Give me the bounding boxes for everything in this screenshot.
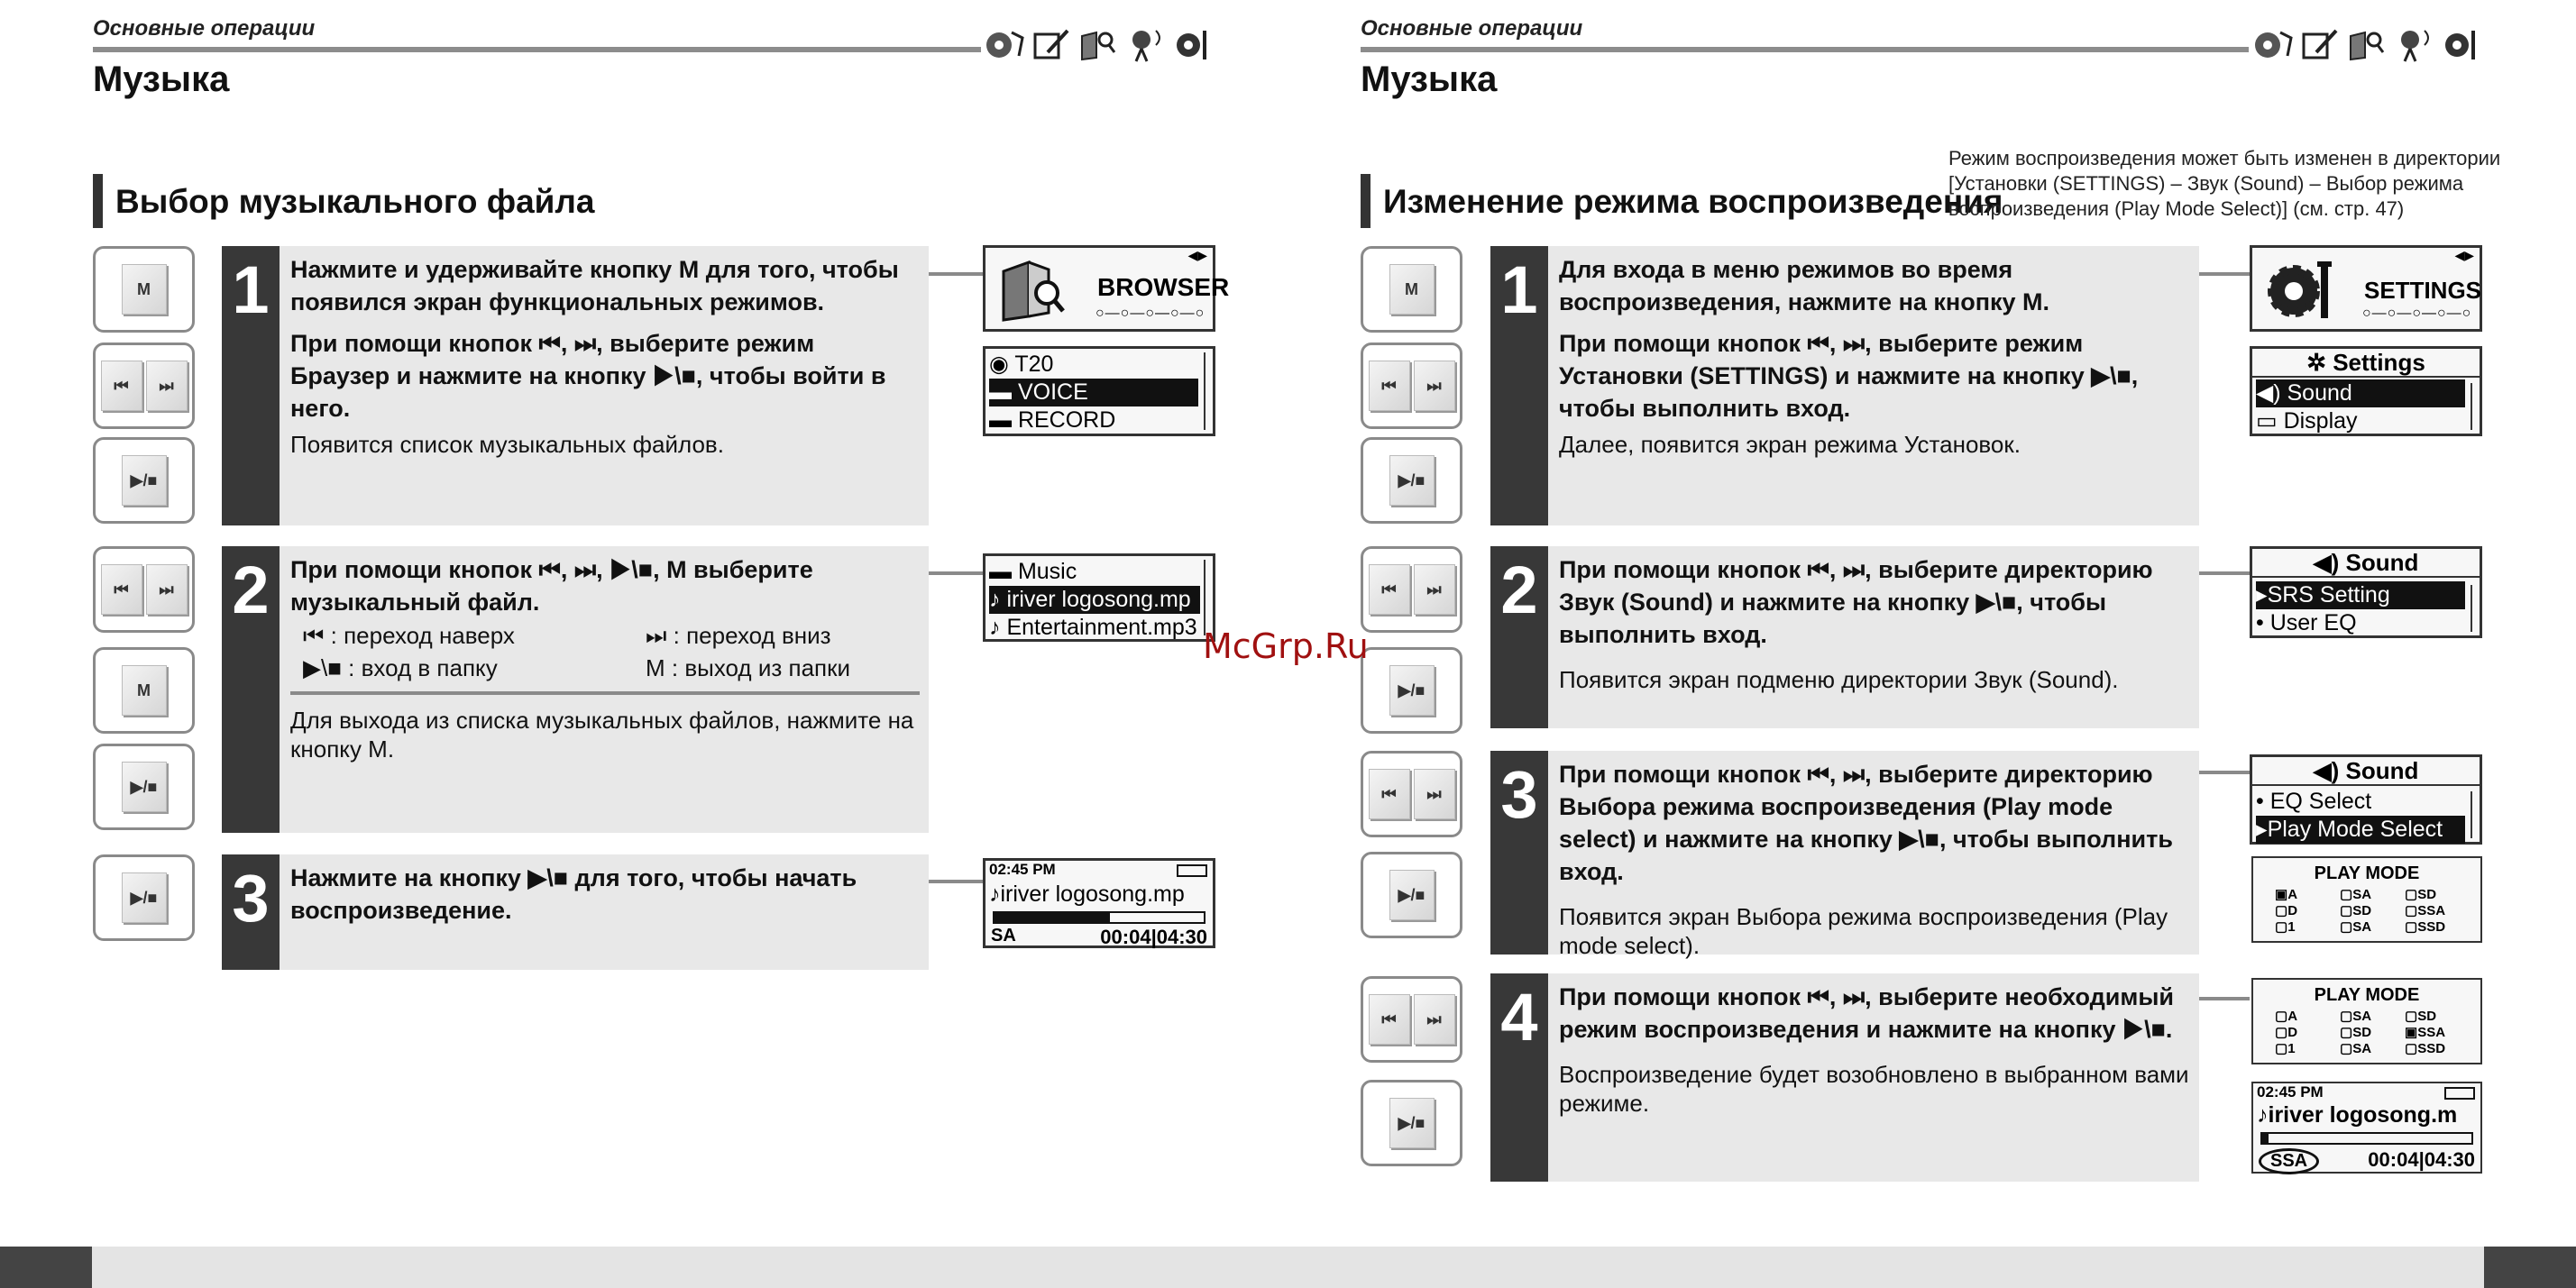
step-body <box>290 253 920 459</box>
settings-label: SETTINGS <box>2364 277 2482 304</box>
play-mode-title: PLAY MODE <box>2314 863 2420 883</box>
step-body <box>1559 981 2190 1118</box>
list-item[interactable]: ▬ Music <box>989 559 1077 584</box>
browser-folder-icon <box>996 253 1068 325</box>
menu-header: ◀) Sound <box>2252 549 2480 578</box>
m-key[interactable] <box>93 246 195 333</box>
next-keycap: ⏭ <box>146 361 188 411</box>
legend-prev: ⏮ : переход наверх <box>303 622 515 649</box>
settings-mode-icon <box>1170 25 1214 63</box>
pm-option[interactable]: ▢SD <box>2340 903 2372 918</box>
pm-option[interactable]: ▢SD <box>2340 1025 2372 1040</box>
prev-keycap: ⏮ <box>1369 361 1410 411</box>
step-instruction: Нажмите и удерживайте кнопку M для того, чтобы появился экран функциональных режимов. <box>290 256 899 315</box>
pm-option-selected[interactable]: ▣A <box>2275 887 2298 902</box>
progress-fill <box>2262 1134 2269 1143</box>
step-result: Для выхода из списка музыкальных файлов, нажмите на кнопку M. <box>290 707 914 763</box>
pm-option[interactable]: ▢SSD <box>2405 919 2446 935</box>
watermark: McGrp.Ru <box>1203 626 1369 666</box>
music-mode-icon <box>983 25 1026 63</box>
playback-screen <box>983 858 1215 948</box>
prev-next-keys[interactable] <box>1361 976 1462 1063</box>
list-item[interactable]: ▬ RECORD <box>989 407 1116 433</box>
next-keycap: ⏭ <box>1414 361 1455 411</box>
track-title: ♪iriver logosong.mp <box>989 882 1185 907</box>
sound-menu-screen <box>2250 754 2482 845</box>
play-mode-screen <box>2251 978 2482 1064</box>
step-body <box>1559 553 2190 694</box>
play-mode-screen <box>2251 856 2482 943</box>
connector <box>929 571 983 575</box>
list-item[interactable]: • EQ Select <box>2256 789 2372 814</box>
step-result: Воспроизведение будет возобновлено в выбранном вами режиме. <box>1559 1061 2189 1117</box>
play-stop-key[interactable] <box>1361 647 1462 734</box>
settings-menu-screen <box>2250 346 2482 436</box>
prev-keycap: ⏮ <box>1369 769 1410 819</box>
step-result: Появится экран Выбора режима воспроизведения (Play mode select). <box>1559 903 2168 959</box>
pm-option-selected[interactable]: ▣SSA <box>2405 1025 2446 1040</box>
play-mode-grid <box>2275 1009 2470 1057</box>
pm-option[interactable]: ▢SD <box>2405 887 2437 902</box>
prev-keycap: ⏮ <box>1369 994 1410 1045</box>
battery-icon <box>2444 1087 2475 1100</box>
scrollbar[interactable] <box>2471 585 2478 632</box>
play-mode-title: PLAY MODE <box>2314 985 2420 1005</box>
step-2 <box>1490 546 2199 728</box>
pm-option[interactable]: ▢D <box>2275 903 2298 918</box>
scrollbar[interactable] <box>2471 791 2478 838</box>
list-item[interactable]: ♪ Entertainment.mp3 <box>989 615 1197 640</box>
clock: 02:45 PM <box>2257 1083 2324 1101</box>
m-keycap: M <box>122 264 167 315</box>
m-key[interactable] <box>93 647 195 734</box>
play-mode: SA <box>991 926 1016 945</box>
connector <box>2199 771 2250 774</box>
m-keycap: M <box>122 665 167 716</box>
subtitle: Выбор музыкального файла <box>93 174 595 228</box>
step-instruction: При помощи кнопок ⏮, ⏭, выберите режим Браузер и нажмите на кнопку ▶\■, чтобы войти в него. <box>290 330 886 422</box>
step-instruction: При помощи кнопок ⏮, ⏭, выберите директорию Звук (Sound) и нажмите на кнопку ▶\■, чтобы выполнить вход. <box>1559 556 2153 648</box>
play-stop-key[interactable] <box>1361 852 1462 938</box>
step-instruction: При помощи кнопок ⏮, ⏭, выберите режим Установки (SETTINGS) и нажмите на кнопку ▶\■, чтобы выполнить вход. <box>1559 330 2139 422</box>
prev-keycap: ⏮ <box>101 361 142 411</box>
clock: 02:45 PM <box>989 861 1056 878</box>
lr-arrows-icon: ◀▶ <box>1187 248 1207 262</box>
prev-next-keys[interactable] <box>93 546 195 633</box>
list-item-selected[interactable]: ▸SRS Setting <box>2256 581 2465 609</box>
play-time: 00:04|04:30 <box>2368 1148 2475 1171</box>
recorder-mode-icon <box>1030 25 1073 63</box>
play-stop-key[interactable] <box>93 437 195 524</box>
progress-fill <box>995 913 1110 922</box>
m-keycap: M <box>1389 264 1435 315</box>
key-legend <box>290 622 920 682</box>
next-keycap: ⏭ <box>1414 564 1455 615</box>
track-title: ♪iriver logosong.m <box>2257 1102 2458 1128</box>
prev-keycap: ⏮ <box>101 564 142 615</box>
pm-option[interactable]: ▢SA <box>2340 1041 2372 1056</box>
step-body <box>290 553 920 763</box>
legend-m: M : выход из папки <box>646 654 851 681</box>
connector <box>929 272 983 276</box>
browser-screen <box>983 245 1230 332</box>
step-instruction: При помощи кнопок ⏮, ⏭, выберите необходимый режим воспроизведения и нажмите на кнопку ▶\■. <box>1559 983 2175 1043</box>
subtitle: Изменение режима воспроизведения <box>1361 174 2003 228</box>
prev-keycap: ⏮ <box>1369 564 1410 615</box>
mode-dots: ○—○—○—○—○ <box>2362 306 2472 321</box>
play-mode-highlighted: SSA <box>2259 1148 2319 1174</box>
step-4 <box>1490 973 2199 1182</box>
section-label: Основные операции <box>1361 16 1583 41</box>
prev-next-keys[interactable] <box>1361 343 1462 429</box>
divider <box>290 691 920 695</box>
step-body <box>1559 253 2190 459</box>
step-result: Далее, появится экран режима Установок. <box>1559 431 2021 458</box>
pm-option[interactable]: ▢SSA <box>2405 903 2446 918</box>
play-stop-keycap: ▶/■ <box>122 762 167 812</box>
mode-dots: ○—○—○—○—○ <box>1095 306 1205 321</box>
step-number: 1 <box>1500 252 1538 327</box>
prev-next-keys[interactable] <box>93 343 195 429</box>
file-list-screen <box>983 553 1215 642</box>
list-item[interactable]: ◉ T20 <box>989 352 1054 377</box>
connector <box>2199 272 2250 276</box>
step-number: 4 <box>1500 980 1538 1055</box>
browser-label: BROWSER <box>1097 273 1230 301</box>
music-mode-icon <box>2251 25 2295 63</box>
playback-screen <box>2251 1082 2482 1174</box>
step-number: 1 <box>232 252 270 327</box>
radio-mode-icon <box>2392 25 2435 63</box>
prev-next-keys[interactable] <box>1361 546 1462 633</box>
pm-option[interactable]: ▢SA <box>2340 919 2372 935</box>
pm-option[interactable]: ▢SA <box>2340 1009 2372 1024</box>
step-result: Появится список музыкальных файлов. <box>290 431 724 458</box>
list-item-selected[interactable]: ▸Play Mode Select <box>2256 816 2465 844</box>
pm-option[interactable]: ▢A <box>2275 1009 2298 1024</box>
connector <box>2199 997 2250 1000</box>
list-item-selected[interactable]: ▬ VOICE <box>989 379 1198 406</box>
browser-mode-icon <box>2345 25 2388 63</box>
connector <box>2199 571 2250 575</box>
scrollbar[interactable] <box>1204 352 1211 430</box>
play-stop-key[interactable] <box>1361 1080 1462 1166</box>
section-label: Основные операции <box>93 16 316 41</box>
prev-next-keys[interactable] <box>1361 751 1462 837</box>
step-number: 3 <box>232 861 270 936</box>
play-stop-keycap: ▶/■ <box>1389 870 1435 920</box>
mode-icons <box>983 25 1214 63</box>
play-stop-keycap: ▶/■ <box>122 455 167 506</box>
step-3 <box>1490 751 2199 959</box>
play-stop-keycap: ▶/■ <box>1389 455 1435 506</box>
next-keycap: ⏭ <box>1414 994 1455 1045</box>
step-instruction: При помощи кнопок ⏮, ⏭, ▶\■, M выберите музыкальный файл. <box>290 556 813 616</box>
settings-mode-screen <box>2250 245 2482 332</box>
step-body <box>1559 758 2190 960</box>
play-stop-keycap: ▶/■ <box>1389 1098 1435 1148</box>
footer-bar <box>0 1247 2576 1288</box>
pm-option[interactable]: ▢SA <box>2340 887 2372 902</box>
play-mode-grid <box>2275 887 2470 936</box>
play-stop-keycap: ▶/■ <box>1389 665 1435 716</box>
progress-bar[interactable] <box>2260 1132 2473 1145</box>
header-rule <box>93 47 981 52</box>
page-title: Музыка <box>1361 59 1498 99</box>
battery-icon <box>1177 864 1207 877</box>
m-key[interactable] <box>1361 246 1462 333</box>
step-1 <box>222 246 929 525</box>
connector <box>929 880 983 883</box>
play-stop-key[interactable] <box>93 744 195 830</box>
menu-header: ◀) Sound <box>2252 757 2480 786</box>
note-text: Режим воспроизведения может быть изменен в директории [Установки (SETTINGS) – Звук (Sound) – Выбор режима воспроизведения (Play Mode Select)] (см. стр. 47) <box>1948 147 2501 220</box>
step-1 <box>1490 246 2199 525</box>
list-item-selected[interactable]: ♪ iriver logosong.mp <box>989 586 1200 614</box>
play-time: 00:04|04:30 <box>1100 926 1207 948</box>
footer-tab-left <box>0 1247 92 1288</box>
menu-header: ✲ Settings <box>2252 349 2480 378</box>
footer-tab-right <box>2484 1247 2576 1288</box>
next-keycap: ⏭ <box>146 564 188 615</box>
step-result: Появится экран подменю директории Звук (Sound). <box>1559 666 2119 693</box>
step-number: 3 <box>1500 757 1538 832</box>
play-stop-key[interactable] <box>93 854 195 941</box>
play-stop-key[interactable] <box>1361 437 1462 524</box>
step-number: 2 <box>1500 553 1538 627</box>
step-2 <box>222 546 929 833</box>
scrollbar[interactable] <box>2471 383 2478 430</box>
header-rule <box>1361 47 2249 52</box>
step-body <box>290 862 920 927</box>
list-item[interactable]: ▭ Display <box>2256 408 2358 434</box>
browser-mode-icon <box>1077 25 1120 63</box>
pm-option[interactable]: ▢SSD <box>2405 1041 2446 1056</box>
progress-bar[interactable] <box>993 911 1205 924</box>
lr-arrows-icon: ◀▶ <box>2454 248 2474 262</box>
mode-icons <box>2251 25 2482 63</box>
scrollbar[interactable] <box>1204 560 1211 635</box>
right-page <box>1288 0 2576 1288</box>
pm-option[interactable]: ▢1 <box>2275 919 2296 935</box>
pm-option[interactable]: ▢1 <box>2275 1041 2296 1056</box>
step-instruction: Нажмите на кнопку ▶\■ для того, чтобы начать воспроизведение. <box>290 864 857 924</box>
sound-menu-screen <box>2250 546 2482 638</box>
pm-option[interactable]: ▢SD <box>2405 1009 2437 1024</box>
step-3 <box>222 854 929 970</box>
step-instruction: Для входа в меню режимов во время воспроизведения, нажмите на кнопку M. <box>1559 256 2050 315</box>
list-item-selected[interactable]: ◀) Sound <box>2256 379 2465 407</box>
settings-gear-icon <box>2261 255 2342 325</box>
play-stop-keycap: ▶/■ <box>122 872 167 923</box>
step-number: 2 <box>232 553 270 627</box>
next-keycap: ⏭ <box>1414 769 1455 819</box>
recorder-mode-icon <box>2298 25 2342 63</box>
radio-mode-icon <box>1123 25 1167 63</box>
legend-next: ⏭ : переход вниз <box>646 622 831 649</box>
page-title: Музыка <box>93 59 230 99</box>
settings-mode-icon <box>2439 25 2482 63</box>
legend-play: ▶\■ : вход в папку <box>303 654 498 681</box>
folder-list-screen <box>983 346 1215 436</box>
pm-option[interactable]: ▢D <box>2275 1025 2298 1040</box>
step-instruction: При помощи кнопок ⏮, ⏭, выберите директорию Выбора режима воспроизведения (Play mode select) и нажмите на кнопку ▶\■, чтобы выполнить вход. <box>1559 761 2173 885</box>
list-item[interactable]: • User EQ <box>2256 610 2357 635</box>
